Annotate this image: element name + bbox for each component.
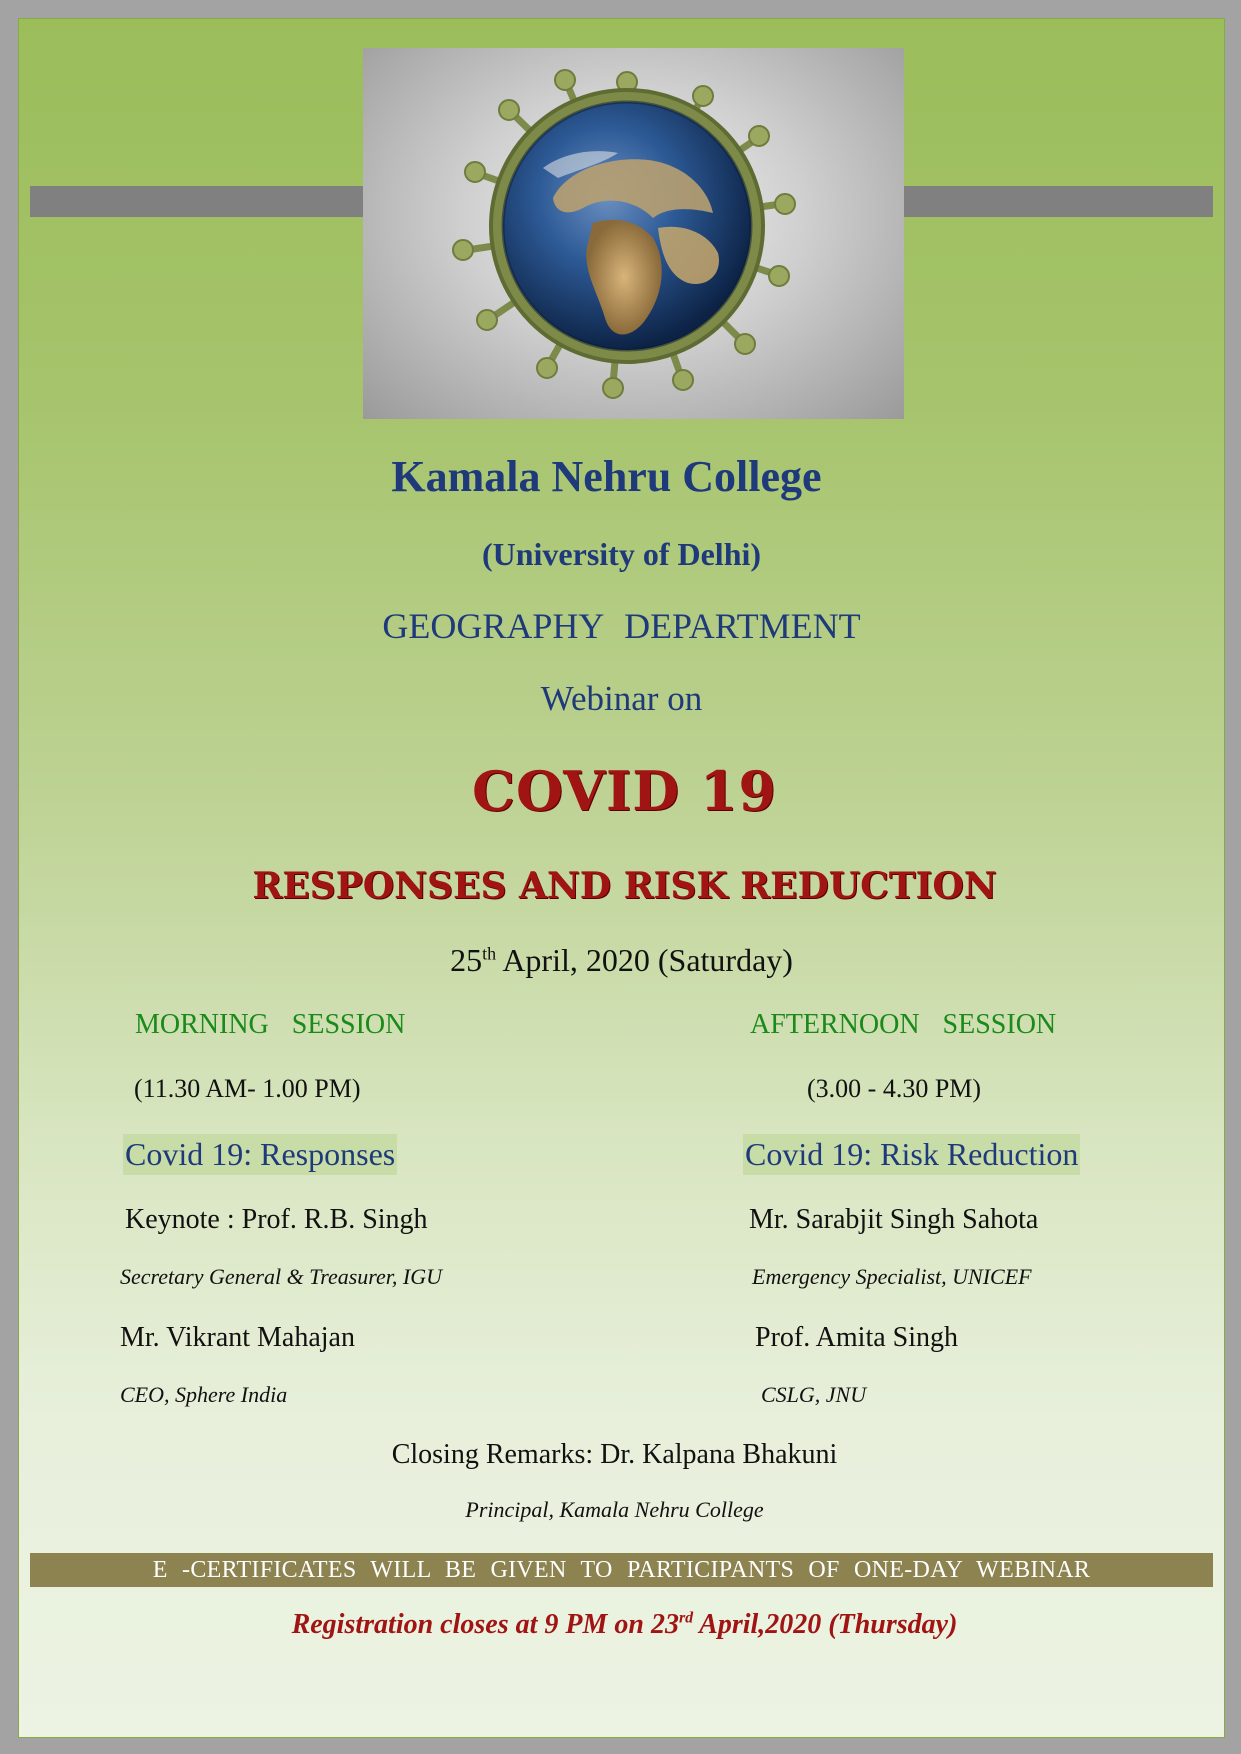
afternoon-speaker-1-name: Mr. Sarabjit Singh Sahota [749, 1204, 1039, 1235]
hero-image [363, 48, 904, 419]
morning-speaker-1-role: Secretary General & Treasurer, IGU [120, 1264, 443, 1289]
registration-suffix: rd [678, 1609, 694, 1627]
afternoon-speaker-1-role: Emergency Specialist, UNICEF [752, 1264, 1032, 1289]
event-title: COVID 19 [472, 759, 777, 823]
closing-remarks-role: Principal, Kamala Nehru College [465, 1497, 764, 1522]
date-suffix: th [482, 943, 497, 964]
afternoon-session-time: (3.00 - 4.30 PM) [807, 1074, 982, 1103]
afternoon-session-label: AFTERNOON SESSION [750, 1009, 1057, 1040]
closing-remarks: Closing Remarks: Dr. Kalpana Bhakuni [391, 1439, 838, 1470]
morning-session-topic: Covid 19: Responses [123, 1134, 397, 1175]
webinar-on-label: Webinar on [540, 679, 703, 718]
date-day: 25 [450, 942, 483, 978]
date-rest: April, 2020 (Saturday) [496, 942, 793, 978]
department-name: GEOGRAPHY DEPARTMENT [382, 606, 861, 646]
globe-coronavirus-icon [363, 48, 904, 419]
college-name: Kamala Nehru College [391, 452, 822, 501]
registration-deadline [22, 1609, 1227, 1641]
morning-session-label: MORNING SESSION [135, 1009, 406, 1040]
event-subtitle: RESPONSES AND RISK REDUCTION [252, 865, 997, 907]
morning-speaker-1-name: Keynote : Prof. R.B. Singh [125, 1204, 428, 1235]
afternoon-speaker-2-name: Prof. Amita Singh [755, 1322, 959, 1353]
certificate-notice-bar: E -CERTIFICATES WILL BE GIVEN TO PARTICIPANTS OF ONE-DAY WEBINAR [30, 1553, 1213, 1587]
morning-session-time: (11.30 AM- 1.00 PM) [134, 1074, 361, 1103]
morning-speaker-2-name: Mr. Vikrant Mahajan [120, 1322, 355, 1353]
university-name: (University of Delhi) [481, 536, 762, 572]
afternoon-session-topic: Covid 19: Risk Reduction [743, 1134, 1080, 1175]
registration-prefix: Registration closes at 9 PM on 23 [291, 1609, 679, 1640]
morning-speaker-2-role: CEO, Sphere India [120, 1382, 288, 1407]
poster [18, 18, 1225, 1738]
registration-rest: April,2020 (Thursday) [693, 1609, 958, 1640]
event-date [19, 942, 1224, 979]
afternoon-speaker-2-role: CSLG, JNU [761, 1382, 867, 1407]
